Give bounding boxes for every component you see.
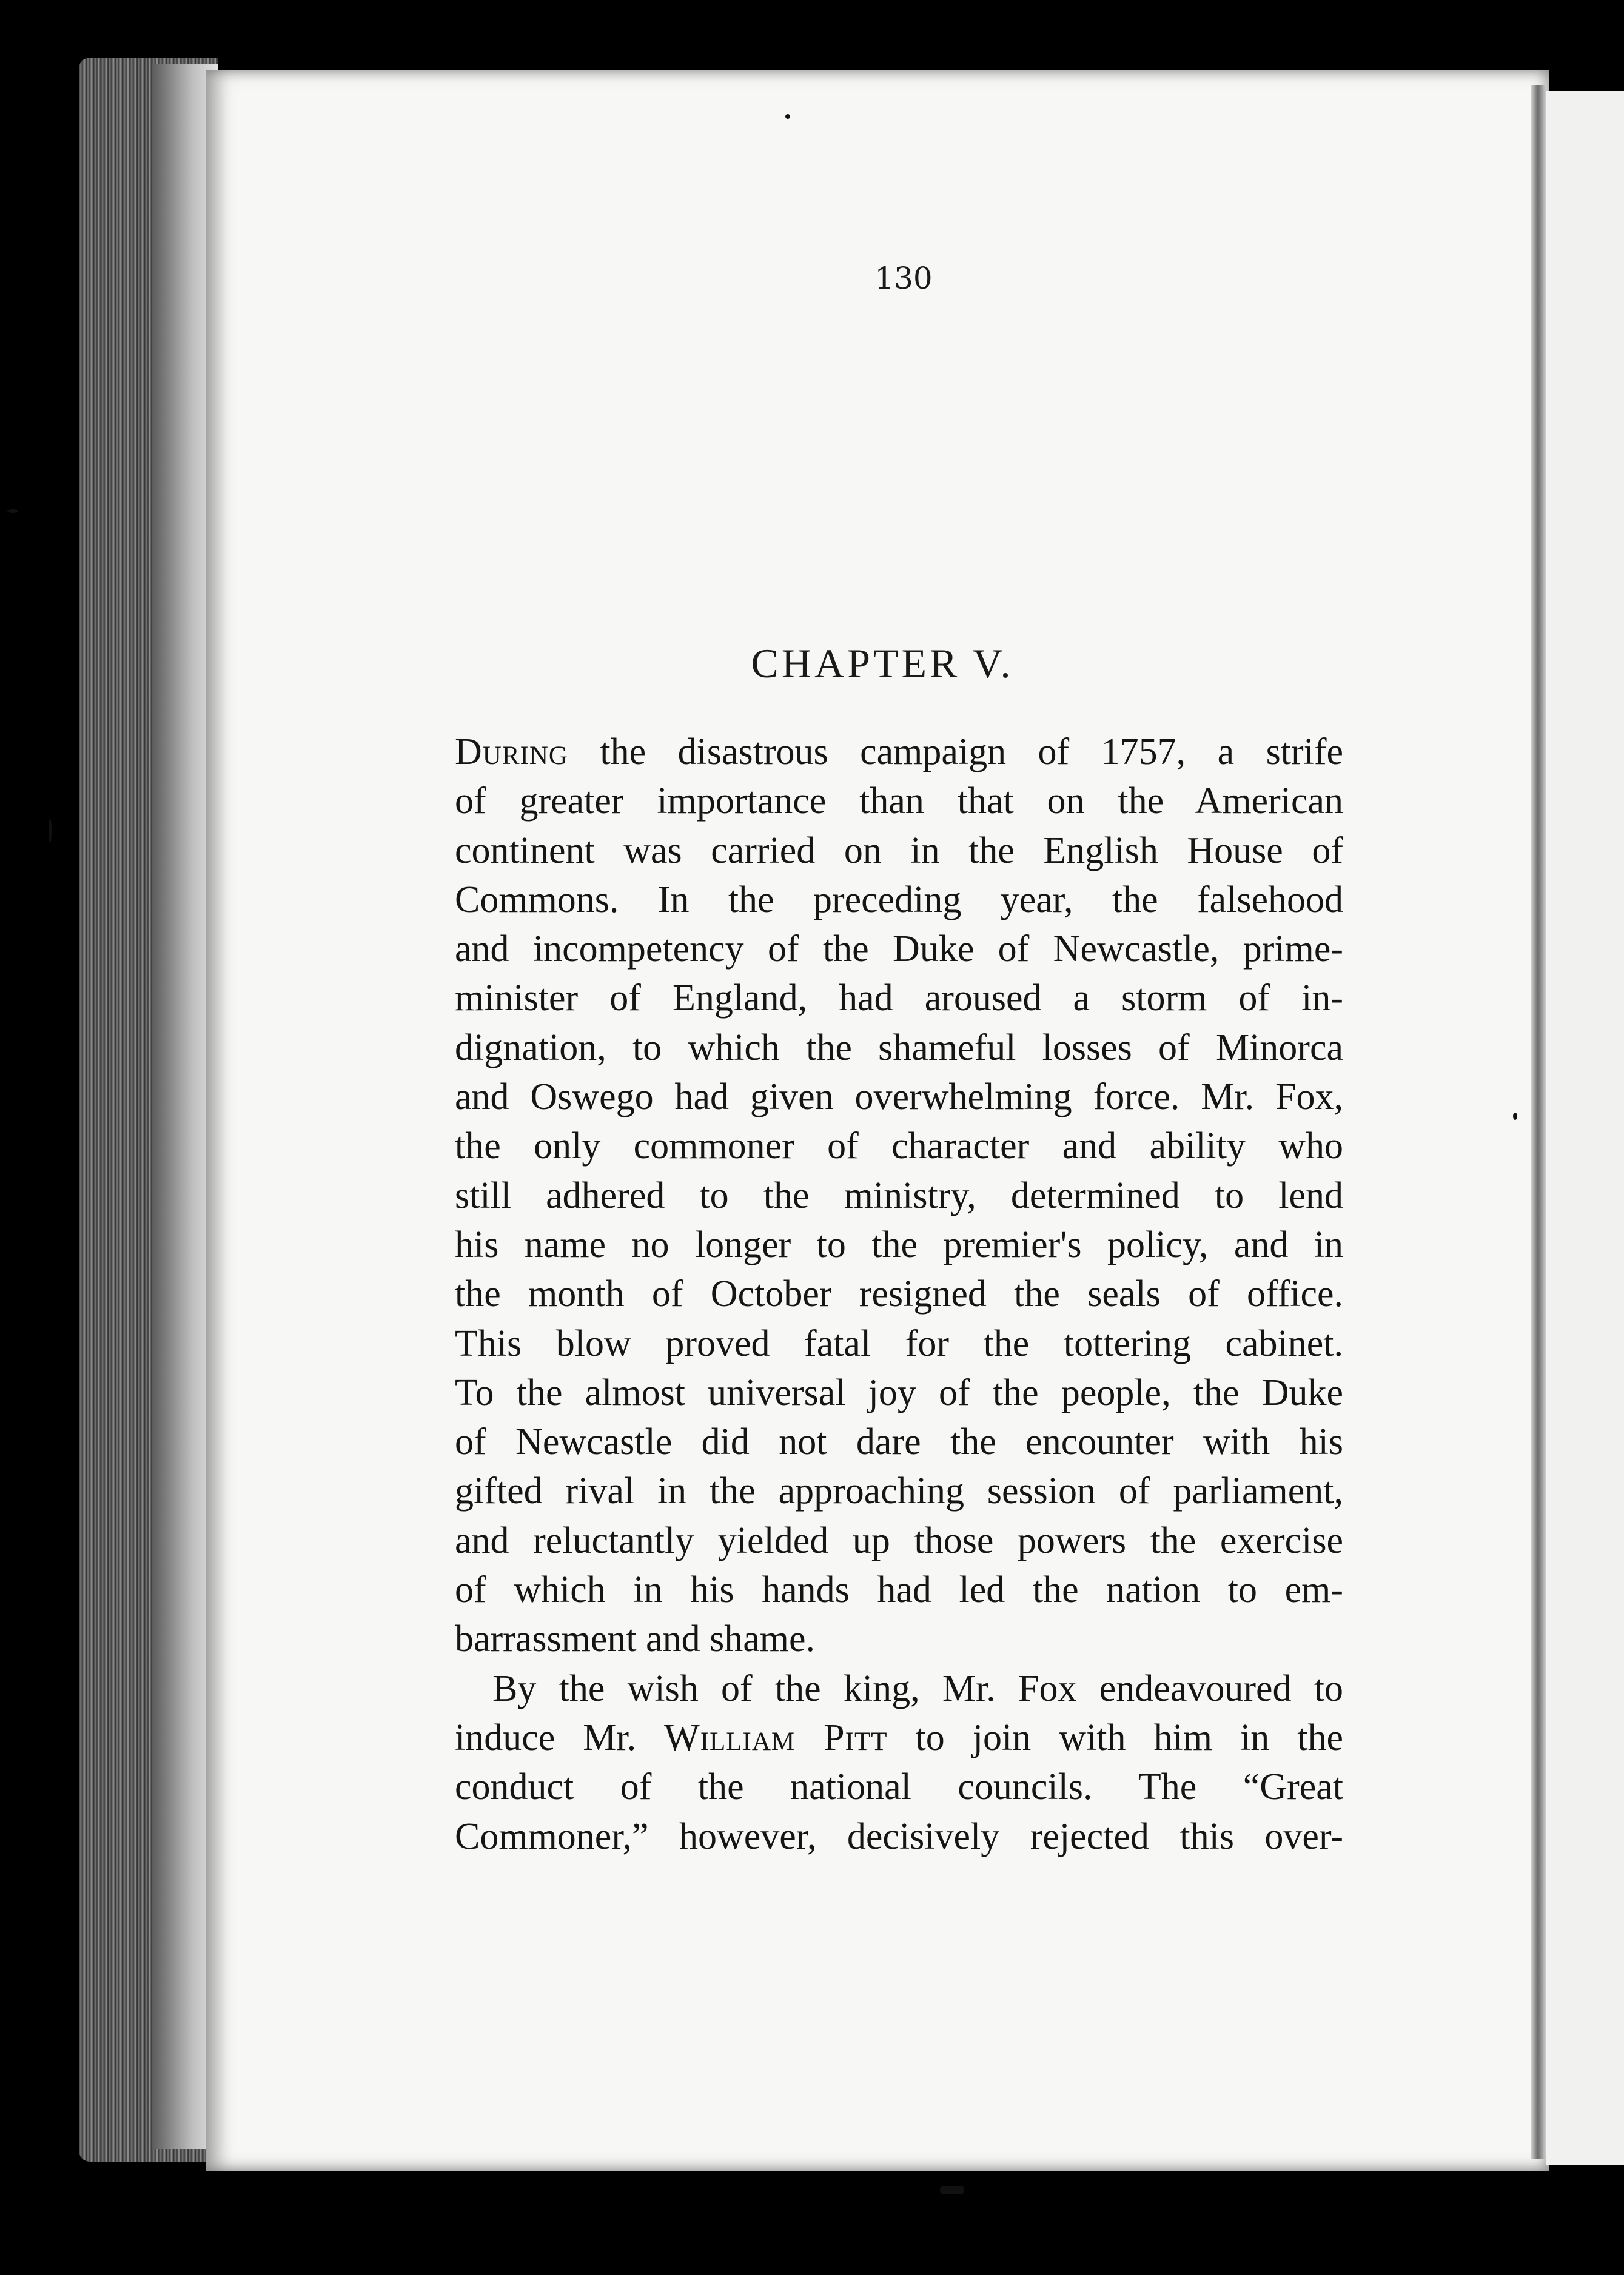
text-line: Commoner,” however, decisively rejected this over- — [455, 1815, 1343, 1857]
text-line: and Oswego had given overwhelming force. Mr. Fox, — [455, 1076, 1343, 1118]
paragraph-2 — [455, 1664, 1343, 1861]
text-line: of which in his hands had led the nation to em- — [455, 1569, 1343, 1611]
scan-speck — [7, 509, 18, 513]
page-gutter — [1531, 85, 1545, 2159]
text-line: of greater importance than that on the American — [455, 780, 1343, 822]
scan-speck — [49, 819, 52, 843]
scan-speck — [1513, 1113, 1517, 1120]
text-line: and incompetency of the Duke of Newcastle, prime- — [455, 928, 1343, 970]
text-line: and reluctantly yielded up those powers the exercise — [455, 1519, 1343, 1561]
text-line: To the almost universal joy of the people, the Duke — [455, 1372, 1343, 1413]
text-line: his name no longer to the premier's policy, and in — [455, 1224, 1343, 1265]
text-line: of Newcastle did not dare the encounter with his — [455, 1421, 1343, 1463]
text-line: induce Mr. William Pitt to join with him in the — [455, 1717, 1343, 1758]
text-line: conduct of the national councils. The “Great — [455, 1766, 1343, 1808]
scan-speck — [940, 2186, 964, 2194]
text-line: barrassment and shame. — [455, 1618, 815, 1660]
page-number: 130 — [874, 261, 933, 296]
text-line: the only commoner of character and ability who — [455, 1125, 1343, 1167]
text-line: minister of England, had aroused a storm of in- — [455, 977, 1343, 1019]
facing-page-edge — [1546, 91, 1624, 2165]
text-line: still adhered to the ministry, determined to lend — [455, 1174, 1343, 1216]
text-line: the month of October resigned the seals of office. — [455, 1273, 1343, 1315]
scan-speck — [785, 114, 790, 119]
text-line: dignation, to which the shameful losses of Minorca — [455, 1027, 1343, 1068]
text-line: This blow proved fatal for the tottering cabinet. — [455, 1322, 1343, 1364]
small-caps-name: William Pitt — [664, 1717, 888, 1758]
text-line: By the wish of the king, Mr. Fox endeavoured to — [492, 1667, 1343, 1709]
chapter-heading: CHAPTER V. — [751, 640, 1014, 686]
text-line: During the disastrous campaign of 1757, a strife — [455, 731, 1343, 772]
small-caps-opening-word: During — [455, 731, 568, 772]
text-line: Commons. In the preceding year, the falsehood — [455, 879, 1343, 920]
text-line: gifted rival in the approaching session of parliament, — [455, 1470, 1343, 1512]
text-line: continent was carried on in the English House of — [455, 829, 1343, 871]
paragraph-1 — [455, 728, 1343, 1664]
body-text — [455, 728, 1343, 1861]
